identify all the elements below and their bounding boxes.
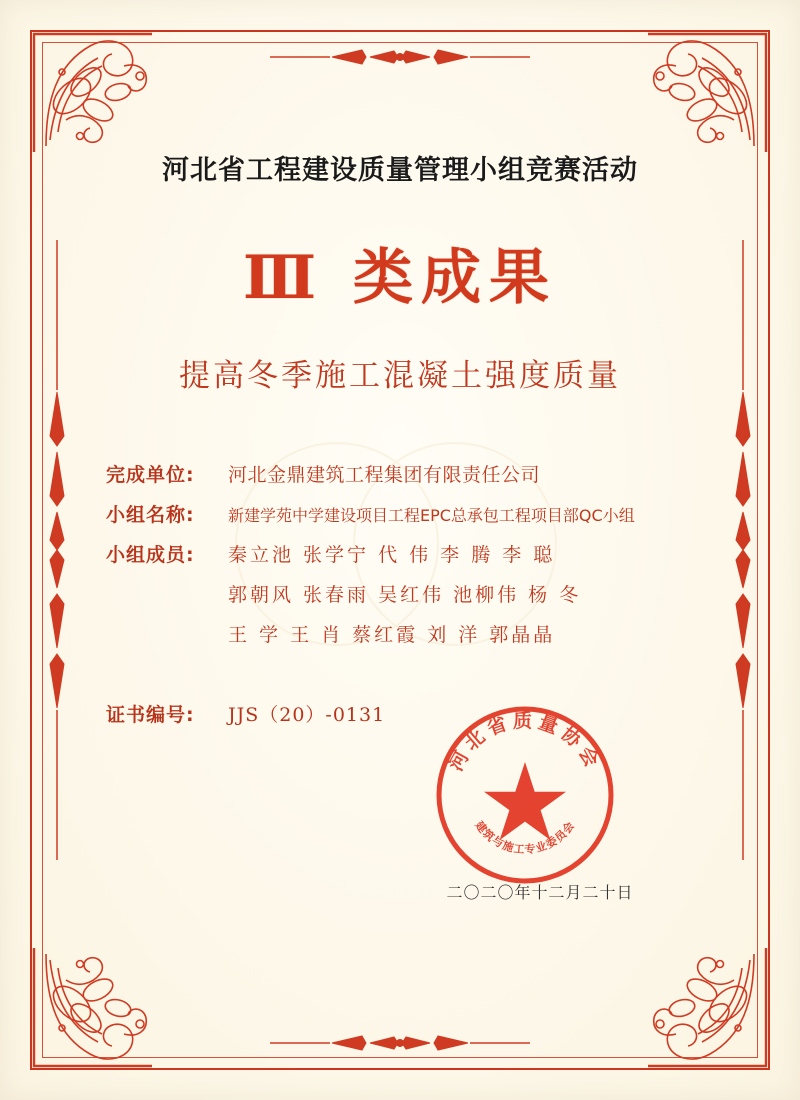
award-grade: Ⅲ 类成果: [243, 243, 557, 313]
members-value-line-2: 郭朝风 张春雨 吴红伟 池柳伟 杨 冬: [228, 584, 582, 606]
project-title: 提高冬季施工混凝土强度质量: [179, 358, 621, 394]
field-row-group-name: [106, 500, 720, 527]
certificate-number-value: JJS（20）-0131: [228, 704, 386, 726]
field-list: [106, 460, 720, 660]
members-value-line-3: 王 学 王 肖 蔡红霞 刘 洋 郭晶晶: [228, 624, 556, 646]
field-row-unit: [106, 460, 720, 487]
unit-label: 完成单位:: [106, 464, 195, 486]
field-row-members: [106, 540, 720, 567]
edge-ornament-left: [46, 240, 68, 860]
edge-ornament-right: [732, 240, 754, 860]
edge-ornament-bottom: [270, 1032, 530, 1054]
seal-date: 二〇二〇年十二月二十日: [446, 883, 634, 902]
page-title: 河北省工程建设质量管理小组竞赛活动: [162, 155, 638, 186]
svg-text:建筑与施工专业委员会: 建筑与施工专业委员会: [472, 818, 578, 857]
official-seal-stamp: [430, 700, 620, 890]
certificate-number-label: 证书编号:: [106, 704, 195, 726]
members-label: 小组成员:: [106, 544, 195, 566]
certificate-number-row: [106, 700, 385, 727]
group-name-value: 新建学苑中学建设项目工程EPC总承包工程项目部QC小组: [228, 506, 635, 525]
svg-text:河北省质量协会: 河北省质量协会: [444, 710, 606, 775]
unit-value: 河北金鼎建筑工程集团有限责任公司: [228, 464, 541, 486]
edge-ornament-top: [270, 46, 530, 68]
members-value-line-1: 秦立池 张学宁 代 伟 李 腾 李 聪: [228, 544, 556, 566]
group-name-label: 小组名称:: [106, 504, 195, 526]
